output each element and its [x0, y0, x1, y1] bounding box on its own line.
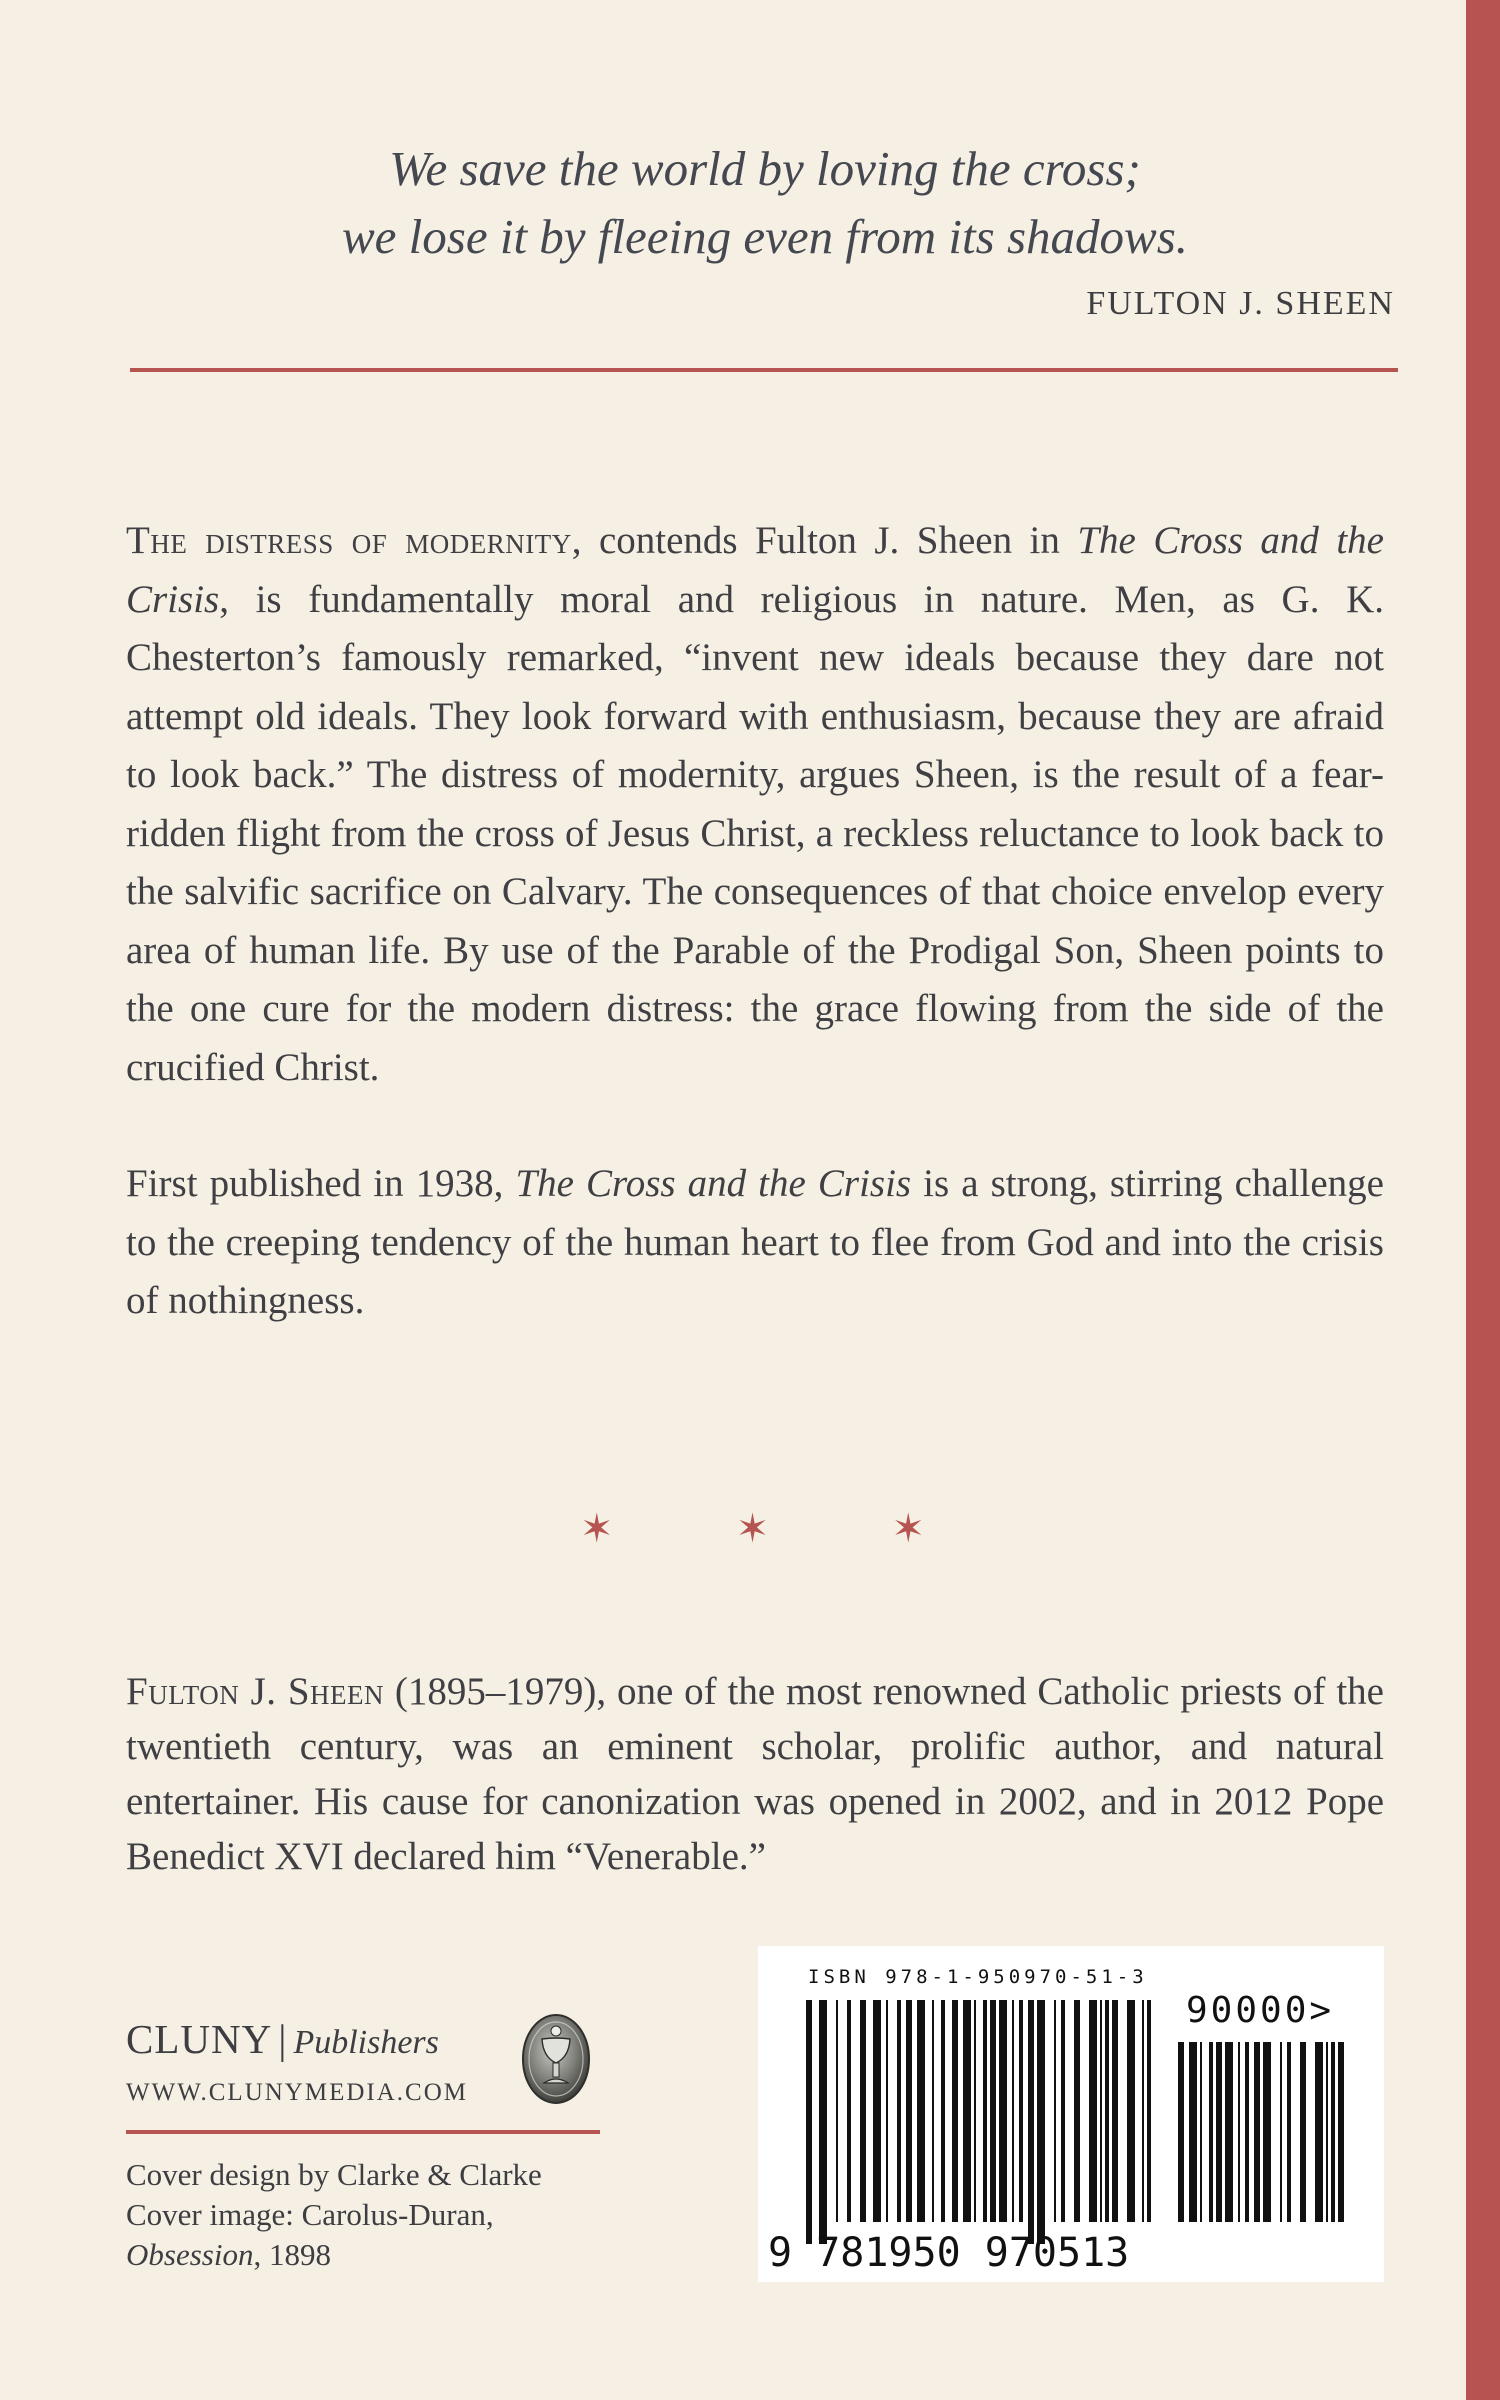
- barcode-bar: [983, 2000, 987, 2222]
- barcode-bar: [906, 2000, 912, 2222]
- barcode-panel: [758, 1946, 1384, 2282]
- author-bio-text: (1895–1979), one of the most renowned Catholic priests of the twentieth century, was an eminent scholar, prolific author, and natural entertainer. His cause for canonization was opened in 2002, and in 2012 Pope Benedict XVI declared him “Venerable.”: [126, 1670, 1384, 1878]
- barcode-bar: [952, 2000, 958, 2222]
- barcode-bar: [847, 2000, 851, 2222]
- description-text: is a strong, stirring challenge to the creeping tendency of the human heart to flee from God and into the crisis of nothingness.: [126, 1162, 1384, 1322]
- painting-year: , 1898: [253, 2237, 331, 2272]
- barcode-bar: [1127, 2000, 1135, 2222]
- cover-design-credit: Cover design by Clarke & Clarke: [126, 2157, 542, 2192]
- barcode-bar: [1326, 2042, 1328, 2222]
- barcode-bar: [1142, 2000, 1144, 2222]
- epigraph-line-1: We save the world by loving the cross;: [389, 141, 1141, 196]
- barcode-bar: [1225, 2042, 1233, 2222]
- barcode-bar: [1331, 2042, 1335, 2222]
- barcode-bar: [941, 2000, 945, 2222]
- barcode-bar: [1245, 2042, 1249, 2222]
- chalice-seal-icon: [520, 2013, 592, 2105]
- barcode-bar: [1019, 2000, 1023, 2222]
- barcode-bar: [860, 2000, 866, 2222]
- spine-stripe: [1466, 0, 1500, 2400]
- description-text: , contends Fulton J. Sheen in: [571, 519, 1078, 562]
- barcode-bar: [1300, 2042, 1306, 2222]
- publisher-divider-rule: [126, 2130, 600, 2134]
- publisher-separator: |: [278, 2016, 288, 2062]
- barcode-bar: [1028, 2000, 1034, 2244]
- barcode-bar: [1254, 2042, 1260, 2222]
- barcode-bar: [1105, 2000, 1109, 2222]
- description-text: First published in 1938,: [126, 1162, 516, 1205]
- barcode-bar: [1315, 2042, 1323, 2222]
- barcode-bar: [1012, 2000, 1014, 2222]
- barcode-bar: [819, 2000, 827, 2244]
- barcode-bar: [1338, 2042, 1344, 2222]
- description-paragraph-1: [126, 512, 1384, 1097]
- star-icon: ✶: [580, 1506, 614, 1551]
- book-title: The Cross and the Crisis: [515, 1162, 912, 1205]
- top-divider-rule: [130, 368, 1398, 372]
- barcode-bar: [1061, 2000, 1065, 2222]
- description-lead-in: The distress of modernity: [126, 519, 572, 562]
- barcode-bar: [873, 2000, 881, 2222]
- epigraph-author: FULTON J. SHEEN: [1086, 285, 1395, 322]
- barcode-bar: [1147, 2000, 1151, 2222]
- barcode-bar: [1263, 2042, 1271, 2222]
- barcode-bar: [990, 2000, 996, 2222]
- author-name: Fulton J. Sheen: [126, 1670, 385, 1713]
- book-description: [126, 512, 1384, 1331]
- barcode-bar: [897, 2000, 901, 2222]
- price-code: 90000>: [1186, 1990, 1335, 2031]
- barcode-bar: [1037, 2000, 1045, 2244]
- barcode-bar: [932, 2000, 934, 2222]
- barcode-bar: [1089, 2000, 1097, 2222]
- barcode-bar: [1054, 2000, 1056, 2222]
- barcode-bar: [1074, 2000, 1080, 2222]
- barcode-bar: [886, 2000, 888, 2222]
- cover-credits: [126, 2155, 542, 2275]
- publisher-label: Publishers: [293, 2024, 439, 2061]
- cover-image-credit: Cover image: Carolus-Duran,: [126, 2197, 494, 2232]
- barcode-bar: [1178, 2042, 1184, 2222]
- barcode-bar: [1216, 2042, 1222, 2222]
- author-bio-paragraph: [126, 1664, 1384, 1884]
- barcode-bar: [1112, 2000, 1118, 2222]
- epigraph-line-2: we lose it by fleeing even from its shadows.: [341, 209, 1189, 264]
- publisher-brand: CLUNY: [126, 2016, 273, 2062]
- star-ornament: [580, 1505, 925, 1552]
- barcode-bar: [917, 2000, 925, 2222]
- star-icon: ✶: [891, 1506, 925, 1551]
- barcode-bar: [836, 2000, 838, 2222]
- description-paragraph-2: [126, 1155, 1384, 1331]
- barcode-bar: [999, 2000, 1007, 2222]
- barcode-bar: [1200, 2042, 1202, 2222]
- barcode-bar: [963, 2000, 971, 2222]
- painting-title: Obsession: [126, 2237, 254, 2272]
- barcode-bar: [974, 2000, 976, 2222]
- barcode-bar: [1280, 2042, 1282, 2222]
- barcode-bar: [1287, 2042, 1291, 2222]
- isbn-label: ISBN 978-1-950970-51-3: [808, 1966, 1148, 1988]
- book-title: The Cross and the Crisis: [126, 519, 1384, 621]
- author-bio: [126, 1664, 1384, 1884]
- description-text: , is fundamentally moral and religious in nature. Men, as G. K. Chesterton’s famously remarked, “invent new ideals because they dare not attempt old ideals. They look forward with enthusiasm, because they are afraid to look back.” The distress of modernity, argues Sheen, is the result of a fear-ridden flight from the cross of Jesus Christ, a reckless reluctance to look back to the salvific sacrifice on Calvary. The consequences of that choice envelop every area of human life. By use of the Parable of the Prodigal Son, Sheen points to the one cure for the modern distress: the grace flowing from the side of the crucified Christ.: [126, 577, 1384, 1089]
- barcode-bar: [1209, 2042, 1213, 2222]
- barcode-bar: [1189, 2042, 1197, 2222]
- barcode-bar: [806, 2000, 812, 2244]
- epigraph: [130, 135, 1400, 323]
- cover-image-title-line: [126, 2235, 542, 2275]
- barcode-bar: [1238, 2042, 1240, 2222]
- star-icon: ✶: [735, 1506, 770, 1551]
- ean-digits: 9 781950 970513: [768, 2230, 1130, 2276]
- publisher-url: WWW.CLUNYMEDIA.COM: [126, 2079, 468, 2106]
- barcode-bar: [1100, 2000, 1102, 2222]
